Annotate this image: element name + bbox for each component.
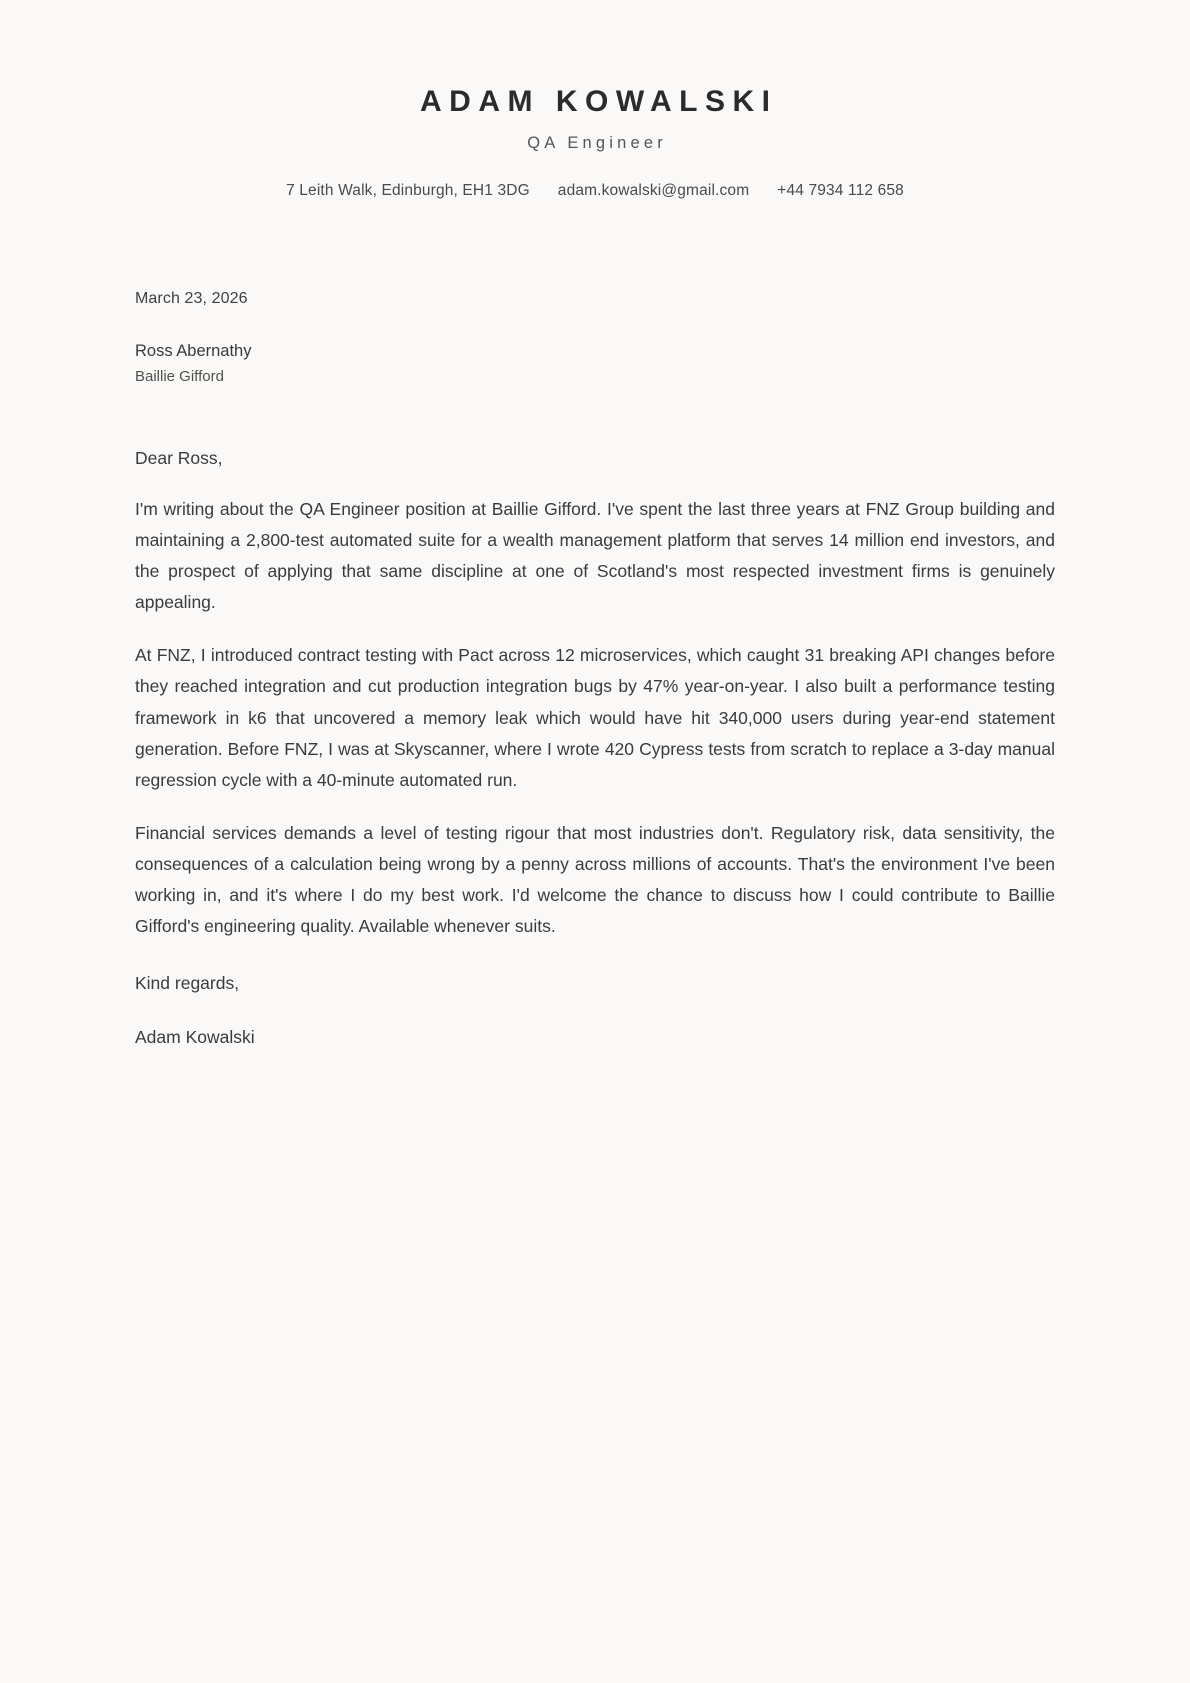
closing-line: Kind regards,: [135, 972, 240, 993]
recipient-name: Ross Abernathy: [135, 342, 252, 360]
job-title: QA Engineer: [527, 134, 667, 152]
contact-line: [135, 182, 1055, 200]
recipient-company: Baillie Gifford: [135, 367, 224, 385]
signature-name: Adam Kowalski: [135, 1026, 255, 1047]
recipient-block: [135, 340, 1055, 388]
contact-address: 7 Leith Walk, Edinburgh, EH1 3DG: [286, 182, 530, 199]
body-paragraph-3: Financial services demands a level of testing rigour that most industries don't. Regulatory risk, data sensitivity, the consequences of a calculation being wrong by a penny across millions of accounts. That's the environment I've been working in, and it's where I do my best work. I'd welcome the chance to discuss how I could contribute to Baillie Gifford's engineering quality. Available whenever suits.: [135, 822, 1055, 937]
body-paragraph-1: I'm writing about the QA Engineer position at Baillie Gifford. I've spent the last three years at FNZ Group building and maintaining a 2,800-test automated suite for a wealth management platform that serves 14 million end investors, and the prospect of applying that same discipline at one of Scotland's most respected investment firms is genuinely appealing.: [135, 498, 1055, 613]
body-paragraph-2: At FNZ, I introduced contract testing with Pact across 12 microservices, which caught 31 breaking API changes before they reached integration and cut production integration bugs by 47% year-on-year. I also built a performance testing framework in k6 that uncovered a memory leak which would have hit 340,000 users during year-end statement generation. Before FNZ, I was at Skyscanner, where I wrote 420 Cypress tests from scratch to replace a 3-day manual regression cycle with a 40-minute automated run.: [135, 645, 1055, 790]
letter-body: [135, 290, 1055, 1051]
salutation: Dear Ross,: [135, 447, 223, 468]
contact-phone[interactable]: +44 7934 112 658: [777, 182, 904, 199]
page-title: ADAM KOWALSKI: [420, 85, 778, 118]
letter-container: [135, 0, 1055, 1051]
contact-email[interactable]: adam.kowalski@gmail.com: [557, 182, 750, 199]
letterhead: [135, 84, 1055, 200]
letter-date: March 23, 2026: [135, 290, 248, 307]
